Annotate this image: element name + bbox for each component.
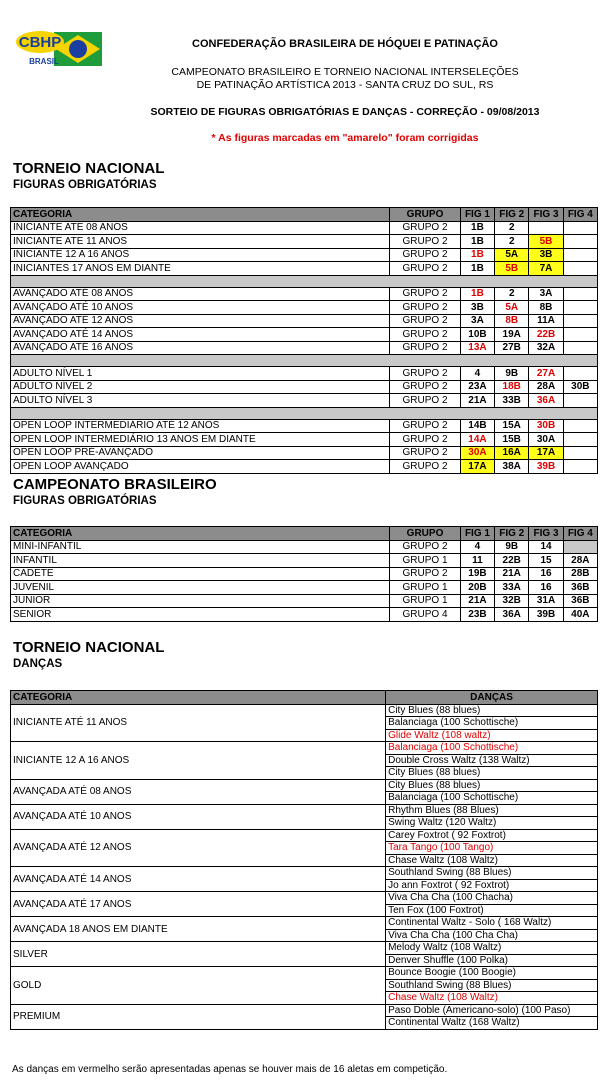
categoria-cell: AVANÇADA ATÉ 14 ANOS xyxy=(11,867,386,892)
separator-row xyxy=(11,407,598,419)
danca-cell: Southland Swing (88 Blues) xyxy=(386,979,598,992)
danca-cell: Jo ann Foxtrot ( 92 Foxtrot) xyxy=(386,879,598,892)
table-row xyxy=(11,892,598,905)
fig-cell xyxy=(563,262,597,276)
col-grupo: GRUPO xyxy=(390,527,461,541)
categoria-cell: INICIANTE ATE 08 ANOS xyxy=(11,221,390,235)
fig-cell: 15A xyxy=(495,419,529,433)
danca-cell: Melody Waltz (108 Waltz) xyxy=(386,942,598,955)
section3-title: TORNEIO NACIONAL xyxy=(13,639,165,656)
fig-cell: 36A xyxy=(495,608,529,622)
categoria-cell: AVANÇADO ATÉ 14 ANOS xyxy=(11,328,390,342)
fig-cell: 5B xyxy=(529,235,563,249)
col-dancas: DANÇAS xyxy=(386,691,598,705)
fig-cell: 27A xyxy=(529,367,563,381)
fig-cell: 4 xyxy=(460,367,494,381)
categoria-cell: ADULTO NÍVEL 2 xyxy=(11,380,390,394)
categoria-cell: JUNIOR xyxy=(11,594,390,608)
fig-cell: 1B xyxy=(460,287,494,301)
fig-cell: 8B xyxy=(495,314,529,328)
danca-cell: Tara Tango (100 Tango) xyxy=(386,842,598,855)
brasileiro-figuras-table xyxy=(10,526,598,622)
table-row xyxy=(11,460,598,474)
fig-cell: 3A xyxy=(460,314,494,328)
logo-text-bottom: BRASIL xyxy=(29,57,59,66)
fig-cell: 31A xyxy=(529,594,563,608)
table-header-row xyxy=(11,208,598,222)
grupo-cell: GRUPO 2 xyxy=(390,367,461,381)
fig-cell: 2 xyxy=(495,287,529,301)
grupo-cell: GRUPO 2 xyxy=(390,221,461,235)
table-row xyxy=(11,433,598,447)
categoria-cell: INICIANTE ATE 11 ANOS xyxy=(11,235,390,249)
table-header-row xyxy=(11,691,598,705)
col-categoria: CATEGORIA xyxy=(11,691,386,705)
col-fig4: FIG 4 xyxy=(563,527,597,541)
fig-cell: 20B xyxy=(460,581,494,595)
fig-cell: 22B xyxy=(495,554,529,568)
fig-cell: 39B xyxy=(529,608,563,622)
fig-cell xyxy=(563,433,597,447)
fig-cell xyxy=(563,287,597,301)
fig-cell: 15 xyxy=(529,554,563,568)
fig-cell xyxy=(563,328,597,342)
table-row xyxy=(11,221,598,235)
fig-cell: 11A xyxy=(529,314,563,328)
table-row xyxy=(11,367,598,381)
separator-row xyxy=(11,275,598,287)
fig-cell: 1B xyxy=(460,248,494,262)
fig-cell: 22B xyxy=(529,328,563,342)
fig-cell xyxy=(563,301,597,315)
grupo-cell: GRUPO 1 xyxy=(390,594,461,608)
table-row xyxy=(11,262,598,276)
categoria-cell: GOLD xyxy=(11,967,386,1005)
table-row xyxy=(11,248,598,262)
danca-cell: Rhythm Blues (88 Blues) xyxy=(386,804,598,817)
col-fig4: FIG 4 xyxy=(563,208,597,222)
fig-cell xyxy=(563,235,597,249)
table-row xyxy=(11,867,598,880)
danca-cell: Double Cross Waltz (138 Waltz) xyxy=(386,754,598,767)
fig-cell: 30A xyxy=(529,433,563,447)
fig-cell: 14A xyxy=(460,433,494,447)
grupo-cell: GRUPO 1 xyxy=(390,554,461,568)
fig-cell: 8B xyxy=(529,301,563,315)
fig-cell: 21A xyxy=(460,394,494,408)
col-fig1: FIG 1 xyxy=(460,527,494,541)
fig-cell: 30B xyxy=(529,419,563,433)
fig-cell: 3B xyxy=(529,248,563,262)
fig-cell: 16A xyxy=(495,446,529,460)
logo-text-top: CBHP xyxy=(18,34,62,51)
table-row xyxy=(11,419,598,433)
fig-cell: 3B xyxy=(460,301,494,315)
danca-cell: Continental Waltz - Solo ( 168 Waltz) xyxy=(386,917,598,930)
fig-cell xyxy=(563,221,597,235)
table-row xyxy=(11,917,598,930)
col-categoria: CATEGORIA xyxy=(11,208,390,222)
fig-cell: 14 xyxy=(529,540,563,554)
categoria-cell: AVANÇADA ATÉ 17 ANOS xyxy=(11,892,386,917)
danca-cell: City Blues (88 blues) xyxy=(386,779,598,792)
fig-cell: 23A xyxy=(460,380,494,394)
cbhp-logo xyxy=(14,26,106,74)
col-fig1: FIG 1 xyxy=(460,208,494,222)
table-row xyxy=(11,967,598,980)
fig-cell: 30A xyxy=(460,446,494,460)
table-row xyxy=(11,301,598,315)
fig-cell: 19A xyxy=(495,328,529,342)
categoria-cell: AVANÇADO ATÉ 08 ANOS xyxy=(11,287,390,301)
fig-cell xyxy=(563,248,597,262)
danca-cell: Southland Swing (88 Blues) xyxy=(386,867,598,880)
fig-cell: 23B xyxy=(460,608,494,622)
grupo-cell: GRUPO 2 xyxy=(390,287,461,301)
fig-cell: 9B xyxy=(495,540,529,554)
fig-cell: 28B xyxy=(563,567,597,581)
categoria-cell: OPEN LOOP AVANÇADO xyxy=(11,460,390,474)
grupo-cell: GRUPO 2 xyxy=(390,567,461,581)
fig-cell: 9B xyxy=(495,367,529,381)
table-row xyxy=(11,235,598,249)
org-title: CONFEDERAÇÃO BRASILEIRA DE HÓQUEI E PATINAÇÃO xyxy=(192,38,498,50)
fig-cell: 39B xyxy=(529,460,563,474)
grupo-cell: GRUPO 2 xyxy=(390,394,461,408)
table-row xyxy=(11,394,598,408)
fig-cell: 2 xyxy=(495,235,529,249)
section2-title: CAMPEONATO BRASILEIRO xyxy=(13,476,217,493)
fig-cell: 38A xyxy=(495,460,529,474)
fig-cell: 33A xyxy=(495,581,529,595)
grupo-cell: GRUPO 2 xyxy=(390,380,461,394)
danca-cell: Chase Waltz (108 Waltz) xyxy=(386,992,598,1005)
section2-subtitle: FIGURAS OBRIGATÓRIAS xyxy=(13,495,157,507)
grupo-cell: GRUPO 2 xyxy=(390,341,461,355)
categoria-cell: INICIANTE 12 A 16 ANOS xyxy=(11,742,386,780)
categoria-cell: MINI-INFANTIL xyxy=(11,540,390,554)
event-line-1: CAMPEONATO BRASILEIRO E TORNEIO NACIONAL INTERSELEÇÕES xyxy=(171,66,519,78)
fig-cell xyxy=(563,314,597,328)
table-header-row xyxy=(11,527,598,541)
danca-cell: City Blues (88 blues) xyxy=(386,704,598,717)
torneio-figuras-table xyxy=(10,207,598,474)
table-row xyxy=(11,704,598,717)
fig-cell: 5B xyxy=(495,262,529,276)
table-row xyxy=(11,594,598,608)
fig-cell xyxy=(563,367,597,381)
danca-cell: Balanciaga (100 Schottische) xyxy=(386,717,598,730)
grupo-cell: GRUPO 2 xyxy=(390,301,461,315)
fig-cell: 1B xyxy=(460,262,494,276)
table-row xyxy=(11,581,598,595)
fig-cell: 32A xyxy=(529,341,563,355)
danca-cell: Continental Waltz (168 Waltz) xyxy=(386,1017,598,1030)
grupo-cell: GRUPO 2 xyxy=(390,446,461,460)
categoria-cell: ADULTO NÍVEL 3 xyxy=(11,394,390,408)
danca-cell: Glide Waltz (108 waltz) xyxy=(386,729,598,742)
col-grupo: GRUPO xyxy=(390,208,461,222)
grupo-cell: GRUPO 4 xyxy=(390,608,461,622)
fig-cell: 30B xyxy=(563,380,597,394)
grupo-cell: GRUPO 1 xyxy=(390,581,461,595)
fig-cell: 19B xyxy=(460,567,494,581)
grupo-cell: GRUPO 2 xyxy=(390,419,461,433)
grupo-cell: GRUPO 2 xyxy=(390,460,461,474)
fig-cell: 21A xyxy=(495,567,529,581)
fig-cell: 21A xyxy=(460,594,494,608)
col-fig3: FIG 3 xyxy=(529,208,563,222)
categoria-cell: AVANÇADA ATÉ 08 ANOS xyxy=(11,779,386,804)
table-row xyxy=(11,287,598,301)
fig-cell: 13A xyxy=(460,341,494,355)
grupo-cell: GRUPO 2 xyxy=(390,540,461,554)
section1-title: TORNEIO NACIONAL xyxy=(13,160,165,177)
fig-cell xyxy=(529,221,563,235)
categoria-cell: INICIANTES 17 ANOS EM DIANTE xyxy=(11,262,390,276)
table-row xyxy=(11,742,598,755)
dancas-table xyxy=(10,690,598,1030)
col-fig2: FIG 2 xyxy=(495,527,529,541)
fig-cell: 4 xyxy=(460,540,494,554)
fig-cell: 7A xyxy=(529,262,563,276)
table-row xyxy=(11,567,598,581)
flag-globe xyxy=(69,40,87,58)
fig-cell xyxy=(563,446,597,460)
fig-cell xyxy=(563,540,597,554)
fig-cell: 40A xyxy=(563,608,597,622)
draw-title: SORTEIO DE FIGURAS OBRIGATÓRIAS E DANÇAS - CORREÇÃO - 09/08/2013 xyxy=(150,106,540,118)
categoria-cell: OPEN LOOP INTERMEDIÁRIO ATÉ 12 ANOS xyxy=(11,419,390,433)
event-line-2: DE PATINAÇÃO ARTÍSTICA 2013 - SANTA CRUZ DO SUL, RS xyxy=(196,79,494,91)
danca-cell: Carey Foxtrot ( 92 Foxtrot) xyxy=(386,829,598,842)
fig-cell: 33B xyxy=(495,394,529,408)
categoria-cell: AVANÇADA 18 ANOS EM DIANTE xyxy=(11,917,386,942)
grupo-cell: GRUPO 2 xyxy=(390,314,461,328)
danca-cell: Balanciaga (100 Schottische) xyxy=(386,742,598,755)
categoria-cell: AVANÇADO ATÉ 10 ANOS xyxy=(11,301,390,315)
danca-cell: Chase Waltz (108 Waltz) xyxy=(386,854,598,867)
categoria-cell: SILVER xyxy=(11,942,386,967)
fig-cell: 3A xyxy=(529,287,563,301)
danca-cell: Ten Fox (100 Foxtrot) xyxy=(386,904,598,917)
categoria-cell: OPEN LOOP INTERMEDIÁRIO 13 ANOS EM DIANTE xyxy=(11,433,390,447)
fig-cell: 14B xyxy=(460,419,494,433)
fig-cell xyxy=(563,341,597,355)
danca-cell: Paso Doble (Americano-solo) (100 Paso) xyxy=(386,1004,598,1017)
section1-subtitle: FIGURAS OBRIGATÓRIAS xyxy=(13,179,157,191)
danca-cell: Bounce Boogie (100 Boogie) xyxy=(386,967,598,980)
table-row xyxy=(11,942,598,955)
categoria-cell: INFANTIL xyxy=(11,554,390,568)
section3-subtitle: DANÇAS xyxy=(13,658,63,670)
fig-cell xyxy=(563,394,597,408)
footer-note: As danças em vermelho serão apresentadas apenas se houver mais de 16 aletas em competição. xyxy=(12,1064,448,1075)
col-fig3: FIG 3 xyxy=(529,527,563,541)
table-row xyxy=(11,380,598,394)
fig-cell: 5A xyxy=(495,301,529,315)
fig-cell: 10B xyxy=(460,328,494,342)
categoria-cell: OPEN LOOP PRÉ-AVANÇADO xyxy=(11,446,390,460)
separator-row xyxy=(11,355,598,367)
table-row xyxy=(11,446,598,460)
table-row xyxy=(11,328,598,342)
grupo-cell: GRUPO 2 xyxy=(390,235,461,249)
col-fig2: FIG 2 xyxy=(495,208,529,222)
correction-note: * As figuras marcadas em "amarelo" foram corrigidas xyxy=(211,132,479,144)
col-categoria: CATEGORIA xyxy=(11,527,390,541)
fig-cell: 5A xyxy=(495,248,529,262)
fig-cell: 16 xyxy=(529,567,563,581)
categoria-cell: AVANÇADO ATÉ 16 ANOS xyxy=(11,341,390,355)
fig-cell: 28A xyxy=(563,554,597,568)
grupo-cell: GRUPO 2 xyxy=(390,262,461,276)
fig-cell: 17A xyxy=(529,446,563,460)
danca-cell: City Blues (88 blues) xyxy=(386,767,598,780)
fig-cell: 16 xyxy=(529,581,563,595)
fig-cell: 11 xyxy=(460,554,494,568)
danca-cell: Balanciaga (100 Schottische) xyxy=(386,792,598,805)
fig-cell xyxy=(563,419,597,433)
fig-cell: 36A xyxy=(529,394,563,408)
danca-cell: Viva Cha Cha (100 Chacha) xyxy=(386,892,598,905)
categoria-cell: INICIANTE ATÉ 11 ANOS xyxy=(11,704,386,742)
fig-cell xyxy=(563,460,597,474)
table-row xyxy=(11,554,598,568)
grupo-cell: GRUPO 2 xyxy=(390,433,461,447)
table-row xyxy=(11,1004,598,1017)
categoria-cell: CADETE xyxy=(11,567,390,581)
fig-cell: 1B xyxy=(460,235,494,249)
categoria-cell: ADULTO NÍVEL 1 xyxy=(11,367,390,381)
fig-cell: 2 xyxy=(495,221,529,235)
categoria-cell: PREMIUM xyxy=(11,1004,386,1029)
categoria-cell: AVANÇADO ATÉ 12 ANOS xyxy=(11,314,390,328)
fig-cell: 36B xyxy=(563,581,597,595)
table-row xyxy=(11,804,598,817)
fig-cell: 36B xyxy=(563,594,597,608)
grupo-cell: GRUPO 2 xyxy=(390,248,461,262)
table-row xyxy=(11,829,598,842)
table-row xyxy=(11,314,598,328)
grupo-cell: GRUPO 2 xyxy=(390,328,461,342)
fig-cell: 1B xyxy=(460,221,494,235)
danca-cell: Denver Shuffle (100 Polka) xyxy=(386,954,598,967)
fig-cell: 17A xyxy=(460,460,494,474)
categoria-cell: SENIOR xyxy=(11,608,390,622)
fig-cell: 15B xyxy=(495,433,529,447)
categoria-cell: AVANÇADA ATÉ 12 ANOS xyxy=(11,829,386,867)
danca-cell: Swing Waltz (120 Waltz) xyxy=(386,817,598,830)
fig-cell: 18B xyxy=(495,380,529,394)
table-row xyxy=(11,608,598,622)
fig-cell: 27B xyxy=(495,341,529,355)
table-row xyxy=(11,540,598,554)
categoria-cell: JUVENIL xyxy=(11,581,390,595)
table-row xyxy=(11,779,598,792)
categoria-cell: AVANÇADA ATÉ 10 ANOS xyxy=(11,804,386,829)
categoria-cell: INICIANTE 12 A 16 ANOS xyxy=(11,248,390,262)
danca-cell: Viva Cha Cha (100 Cha Cha) xyxy=(386,929,598,942)
fig-cell: 32B xyxy=(495,594,529,608)
fig-cell: 28A xyxy=(529,380,563,394)
table-row xyxy=(11,341,598,355)
